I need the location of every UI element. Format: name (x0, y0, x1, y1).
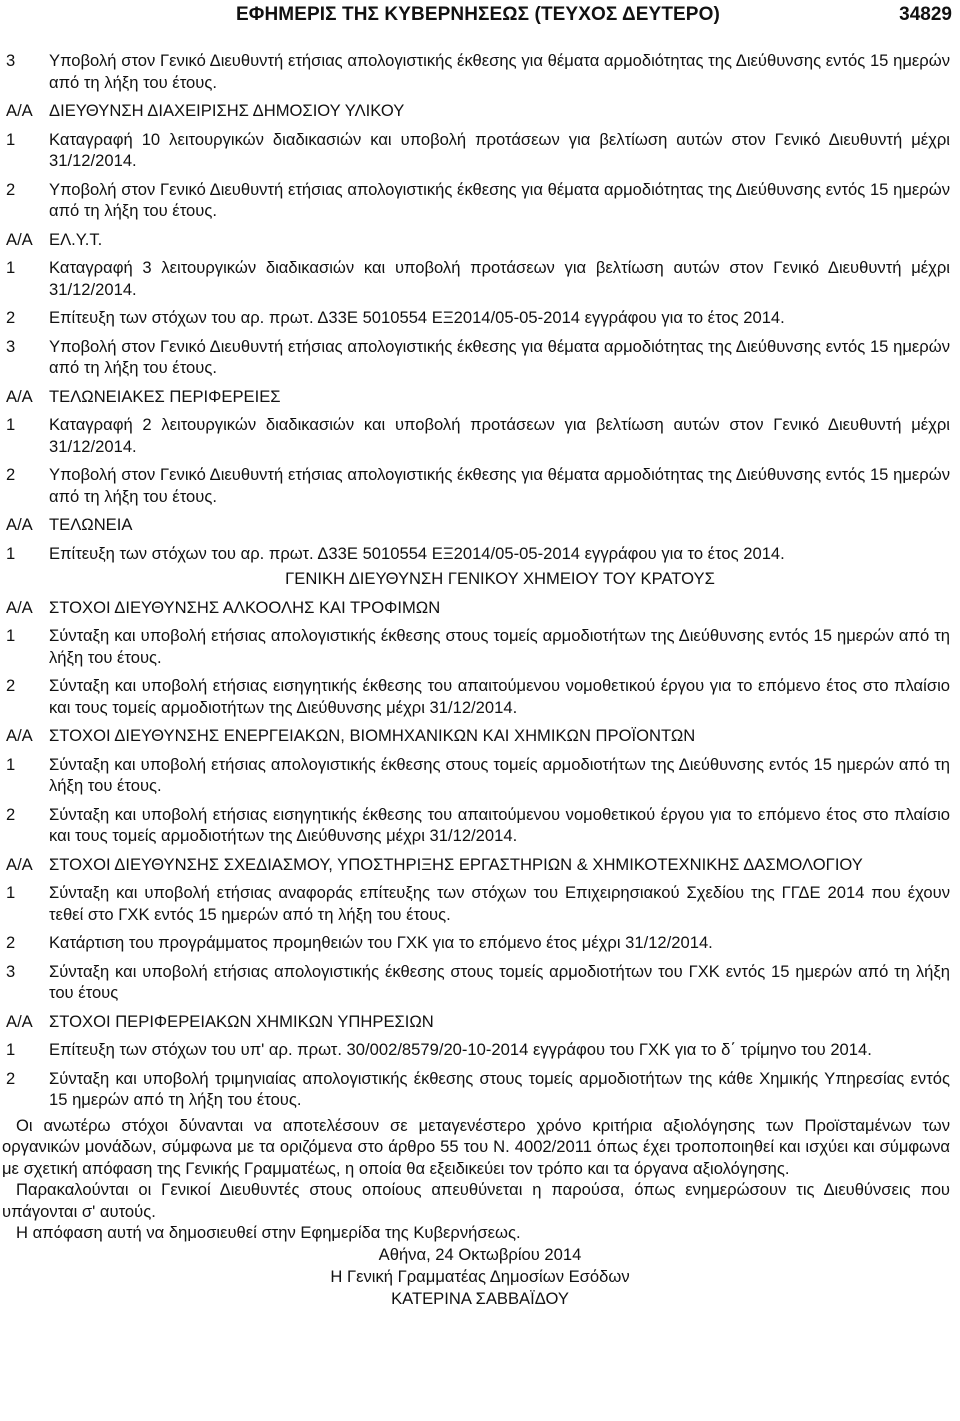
table-row (0, 754, 960, 797)
row-text: Καταγραφή 2 λειτουργικών διαδικασιών και υποβολή προτάσεων για βελτίωση αυτών στον Γενικό Διευθυντή μέχρι 31/12/2014. (49, 415, 950, 456)
row-text: Κατάρτιση του προγράμματος προμηθειών του ΓΧΚ για το επόμενο έτος μέχρι 31/12/2014. (49, 933, 713, 952)
gazette-title: ΕΦΗΜΕΡΙΣ ΤΗΣ ΚΥΒΕΡΝΗΣΕΩΣ (ΤΕΥΧΟΣ ΔΕΥΤΕΡΟ) (236, 4, 720, 25)
row-number: Α/Α (6, 726, 33, 745)
signature-name: ΚΑΤΕΡΙΝΑ ΣΑΒΒΑΪΔΟΥ (391, 1288, 569, 1308)
table-row (0, 961, 960, 1004)
row-text: Σύνταξη και υποβολή ετήσιας αναφοράς επίτευξης των στόχων του Επιχειρησιακού Σχεδίου της ΓΓΔΕ 2014 που έχουν τεθεί στο ΓΧΚ εντός 15 ημερών από τη λήξη του έτους. (49, 883, 950, 924)
table-row (0, 543, 960, 565)
row-number: Α/Α (6, 101, 33, 120)
row-text: Σύνταξη και υποβολή ετήσιας εισηγητικής έκθεσης του απαιτούμενου νομοθετικού έργου για το επόμενο έτος στο πλαίσιο και τους τομείς αρμοδιοτήτων της Διεύθυνσης μέχρι 31/12/2014. (49, 676, 950, 717)
row-text: Υποβολή στον Γενικό Διευθυντή ετήσιας απολογιστικής έκθεσης για θέματα αρμοδιότητας της Διεύθυνσης εντός 15 ημερών από τη λήξη του έτους. (49, 465, 950, 506)
closing-paragraph: Η απόφαση αυτή να δημοσιευθεί στην Εφημερίδα της Κυβερνήσεως. (16, 1223, 521, 1242)
section-heading-row (0, 386, 960, 408)
table-row (0, 257, 960, 300)
row-text: Καταγραφή 10 λειτουργικών διαδικασιών και υποβολή προτάσεων για βελτίωση αυτών στον Γενικό Διευθυντή μέχρι 31/12/2014. (49, 129, 950, 170)
row-number: 1 (6, 1040, 16, 1059)
section-heading-row (0, 229, 960, 251)
row-text: Σύνταξη και υποβολή ετήσιας εισηγητικής έκθεσης του απαιτούμενου νομοθετικού έργου για το επόμενο έτος στο πλαίσιο και τους τομείς αρμοδιοτήτων της Διεύθυνσης μέχρι 31/12/2014. (49, 804, 950, 845)
row-number: 3 (6, 336, 16, 356)
row-number: 1 (6, 258, 16, 277)
table-row (0, 675, 960, 718)
section-heading-row (0, 1011, 960, 1033)
row-text: Επίτευξη των στόχων του αρ. πρωτ. Δ33Ε 5010554 ΕΞ2014/05-05-2014 εγγράφου για το έτος 2014. (49, 308, 785, 327)
row-number: 1 (6, 543, 16, 563)
table-row (0, 625, 960, 668)
document-body (0, 50, 960, 1310)
table-row (0, 882, 960, 925)
row-number: Α/Α (6, 515, 33, 534)
row-number: 2 (6, 1068, 16, 1088)
row-number: 1 (6, 883, 16, 902)
section-heading: ΣΤΟΧΟΙ ΠΕΡΙΦΕΡΕΙΑΚΩΝ ΧΗΜΙΚΩΝ ΥΠΗΡΕΣΙΩΝ (49, 1011, 434, 1031)
row-number: 2 (6, 179, 16, 199)
table-row (0, 932, 960, 954)
table-row (0, 804, 960, 847)
row-number: 2 (6, 676, 16, 695)
row-text: Σύνταξη και υποβολή ετήσιας απολογιστικής έκθεσης στους τομείς αρμοδιοτήτων της Διεύθυνσης εντός 15 ημερών από τη λήξη του έτους. (49, 626, 950, 667)
table-row (0, 336, 960, 379)
row-text: Σύνταξη και υποβολή ετήσιας απολογιστικής έκθεσης στους τομείς αρμοδιοτήτων του ΓΧΚ εντός 15 ημερών από τη λήξη του έτους (49, 961, 950, 1002)
general-directorate-title: ΓΕΝΙΚΗ ΔΙΕΥΘΥΝΣΗ ΓΕΝΙΚΟΥ ΧΗΜΕΙΟΥ ΤΟΥ ΚΡΑΤΟΥΣ (285, 569, 715, 588)
table-row (0, 179, 960, 222)
section-heading: ΣΤΟΧΟΙ ΔΙΕΥΘΥΝΣΗΣ ΕΝΕΡΓΕΙΑΚΩΝ, ΒΙΟΜΗΧΑΝΙΚΩΝ ΚΑΙ ΧΗΜΙΚΩΝ ΠΡΟΪΟΝΤΩΝ (49, 726, 696, 745)
section-heading: ΕΛ.Υ.Τ. (49, 229, 103, 249)
table-row (0, 1039, 960, 1061)
row-text: Υποβολή στον Γενικό Διευθυντή ετήσιας απολογιστικής έκθεσης για θέματα αρμοδιότητας της Διεύθυνσης εντός 15 ημερών από τη λήξη του έτους. (49, 179, 950, 220)
row-number: Α/Α (6, 597, 33, 617)
row-number: 1 (6, 626, 16, 645)
row-number: 1 (6, 129, 16, 149)
row-text: Σύνταξη και υποβολή ετήσιας απολογιστικής έκθεσης στους τομείς αρμοδιοτήτων της Διεύθυνσης εντός 15 ημερών από τη λήξη του έτους. (49, 754, 950, 795)
section-heading: ΤΕΛΩΝΕΙΑΚΕΣ ΠΕΡΙΦΕΡΕΙΕΣ (49, 386, 281, 406)
section-heading-row (0, 854, 960, 876)
section-heading-row (0, 725, 960, 747)
table-row (0, 464, 960, 507)
row-text: Σύνταξη και υποβολή τριμηνιαίας απολογιστικής έκθεσης στους τομείς αρμοδιοτήτων της κάθε Χημικής Υπηρεσίας εντός 15 ημερών από τη λήξη του έτους. (49, 1068, 950, 1109)
table-row (0, 50, 960, 93)
signature-date: Αθήνα, 24 Οκτωβρίου 2014 (378, 1244, 582, 1264)
row-number: 1 (6, 754, 16, 774)
section-heading-row (0, 514, 960, 536)
signature-role: Η Γενική Γραμματέας Δημοσίων Εσόδων (330, 1266, 630, 1286)
table-row (0, 307, 960, 329)
row-number: 2 (6, 933, 16, 952)
row-number: 3 (6, 51, 16, 70)
table-row (0, 1068, 960, 1111)
row-number: Α/Α (6, 1011, 33, 1031)
row-number: Α/Α (6, 854, 33, 874)
section-heading: ΣΤΟΧΟΙ ΔΙΕΥΘΥΝΣΗΣ ΑΛΚΟΟΛΗΣ ΚΑΙ ΤΡΟΦΙΜΩΝ (49, 597, 441, 617)
row-number: 2 (6, 308, 16, 327)
row-text: Καταγραφή 3 λειτουργικών διαδικασιών και υποβολή προτάσεων για βελτίωση αυτών στον Γενικό Διευθυντή μέχρι 31/12/2014. (49, 258, 950, 299)
section-heading: ΔΙΕΥΘΥΝΣΗ ΔΙΑΧΕΙΡΙΣΗΣ ΔΗΜΟΣΙΟΥ ΥΛΙΚΟΥ (49, 101, 405, 120)
page-number: 34829 (899, 4, 952, 25)
closing-paragraph: Οι ανωτέρω στόχοι δύνανται να αποτελέσουν σε μεταγενέστερο χρόνο κριτήρια αξιολόγησης των Προϊσταμένων των οργανικών μονάδων, σύμφωνα με τα οριζόμενα στο άρθρο 55 του Ν. 4002/2011 όπως έχει τροποποιηθεί και ισχύει και σύμφωνα με σχετική απόφαση της Γενικής Γραμματέως, η οποία θα εξειδικεύει τον τρόπο και τα όργανα αξιολόγησης. (2, 1115, 950, 1178)
row-text: Υποβολή στον Γενικό Διευθυντή ετήσιας απολογιστικής έκθεσης για θέματα αρμοδιότητας της Διεύθυνσης εντός 15 ημερών από τη λήξη του έτους. (49, 51, 950, 92)
row-number: 1 (6, 415, 16, 434)
closing-paragraph: Παρακαλούνται οι Γενικοί Διευθυντές στους οποίους απευθύνεται η παρούσα, όπως ενημερώσουν τις Διευθύνσεις που υπάγονται σ' αυτούς. (2, 1180, 950, 1221)
row-number: 3 (6, 961, 16, 981)
row-text: Επίτευξη των στόχων του υπ' αρ. πρωτ. 30/002/8579/20-10-2014 εγγράφου του ΓΧΚ για το δ΄ τρίμηνο του 2014. (49, 1040, 872, 1059)
row-number: Α/Α (6, 386, 33, 406)
section-heading-row (0, 100, 960, 122)
table-row (0, 414, 960, 457)
row-number: Α/Α (6, 229, 33, 249)
row-text: Επίτευξη των στόχων του αρ. πρωτ. Δ33Ε 5010554 ΕΞ2014/05-05-2014 εγγράφου για το έτος 2014. (49, 543, 785, 563)
section-heading: ΣΤΟΧΟΙ ΔΙΕΥΘΥΝΣΗΣ ΣΧΕΔΙΑΣΜΟΥ, ΥΠΟΣΤΗΡΙΞΗΣ ΕΡΓΑΣΤΗΡΙΩΝ & ΧΗΜΙΚΟΤΕΧΝΙΚΗΣ ΔΑΣΜΟΛΟΓΙΟΥ (49, 854, 863, 874)
row-number: 2 (6, 465, 16, 484)
section-heading-row (0, 597, 960, 619)
page-header (0, 0, 960, 36)
row-number: 2 (6, 804, 16, 824)
row-text: Υποβολή στον Γενικό Διευθυντή ετήσιας απολογιστικής έκθεσης για θέματα αρμοδιότητας της Διεύθυνσης εντός 15 ημερών από τη λήξη του έτους. (49, 336, 950, 377)
table-row (0, 129, 960, 172)
section-heading: ΤΕΛΩΝΕΙΑ (49, 515, 133, 534)
